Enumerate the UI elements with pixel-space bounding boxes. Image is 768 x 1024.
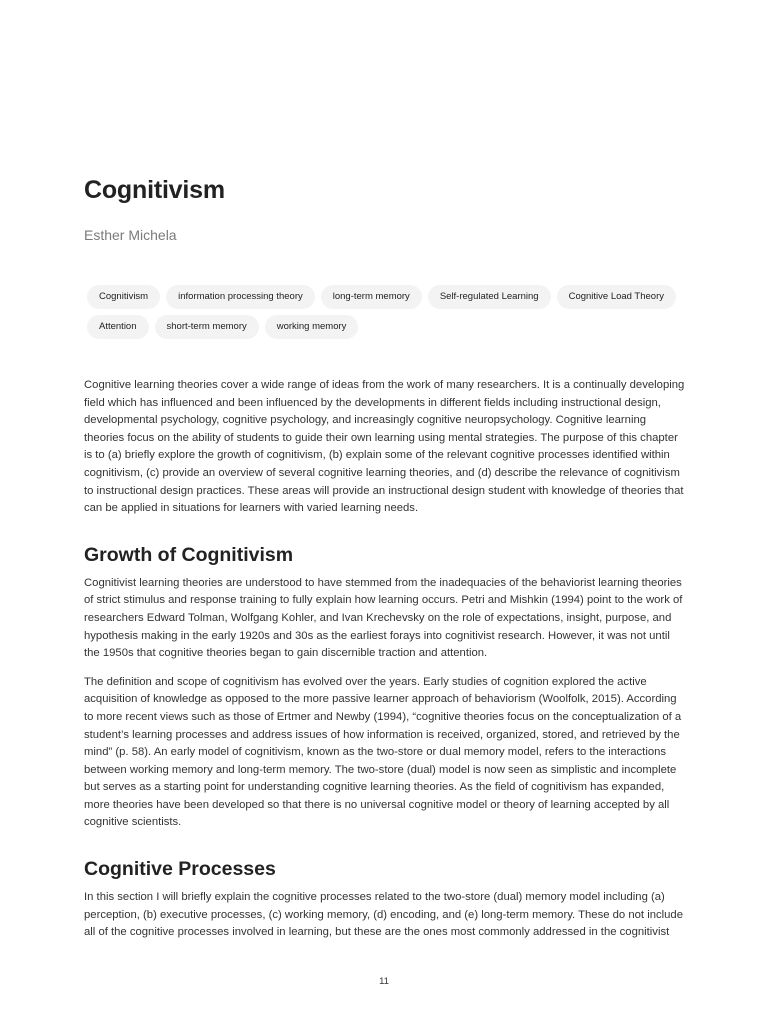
tag-chip[interactable]: working memory bbox=[265, 315, 359, 339]
tag-chip[interactable]: information processing theory bbox=[166, 285, 315, 309]
tag-chip[interactable]: Self-regulated Learning bbox=[428, 285, 551, 309]
tag-list bbox=[87, 285, 687, 339]
tag-chip[interactable]: short-term memory bbox=[155, 315, 259, 339]
section-heading: Cognitive Processes bbox=[84, 858, 276, 881]
body-paragraph: Cognitivist learning theories are understood to have stemmed from the inadequacies of the behaviorist learning theories of strict stimulus and response training to fully explain how learning occurs. Petri and Mishkin (1994) point to the work of researchers Edward Tolman, Wolfgang Kohler, and Ivan Krechevsky on the role of expectations, insight, purpose, and hypothesis making in the early 1920s and 30s as the earliest forays into cognitivist research. However, it was not until the 1950s that cognitive theories began to gain discernible traction and attention. bbox=[84, 576, 683, 660]
intro-paragraph: Cognitive learning theories cover a wide range of ideas from the work of many researchers. It is a continually developing field which has influenced and been influenced by the developments in different fields including instructional design, developmental psychology, cognitive psychology, and increasingly cognitive neuropsychology. Cognitive learning theories focus on the ability of students to guide their own learning using mental strategies. The purpose of this chapter is to (a) briefly explore the growth of cognitivism, (b) explain some of the relevant cognitive processes identified within cognitivism, (c) provide an overview of several cognitive learning theories, and (d) describe the relevance of cognitivism to instructional design practices. These areas will provide an instructional design student with knowledge of theories that can be applied in situations for learners with varied learning needs. bbox=[84, 379, 685, 515]
tag-chip[interactable]: Cognitive Load Theory bbox=[557, 285, 676, 309]
tag-chip[interactable]: Cognitivism bbox=[87, 285, 160, 309]
author-name: Esther Michela bbox=[84, 227, 177, 243]
body-paragraph: The definition and scope of cognitivism has evolved over the years. Early studies of cognition explored the active acquisition of knowledge as opposed to the more passive learner approach of behaviorism (Woolfolk, 2015). According to more recent views such as those of Ertmer and Newby (1994), “cognitive theories focus on the conceptualization of a student’s learning processes and address issues of how information is received, organized, stored, and retrieved by the mind” (p. 58). An early model of cognitivism, known as the two-store or dual memory model, refers to the interactions between working memory and long-term memory. The two-store (dual) model is now seen as simplistic and incomplete but serves as a starting point for understanding cognitive learning theories. As the field of cognitivism has expanded, more theories have been developed so that there is no universal cognitive model or theory of learning accepted by all cognitive scientists. bbox=[84, 675, 682, 829]
tag-chip[interactable]: Attention bbox=[87, 315, 149, 339]
document-body bbox=[84, 377, 686, 953]
page-number: 11 bbox=[379, 976, 389, 987]
section-heading: Growth of Cognitivism bbox=[84, 543, 294, 566]
body-paragraph: In this section I will briefly explain the cognitive processes related to the two-store (dual) memory model including (a) perception, (b) executive processes, (c) working memory, (d) encoding, and (e) long-term memory. These do not include all of the cognitive processes involved in learning, but these are the ones most commonly addressed in the cognitivist bbox=[84, 891, 683, 939]
document-title: Cognitivism bbox=[84, 176, 225, 204]
tag-chip[interactable]: long-term memory bbox=[321, 285, 422, 309]
